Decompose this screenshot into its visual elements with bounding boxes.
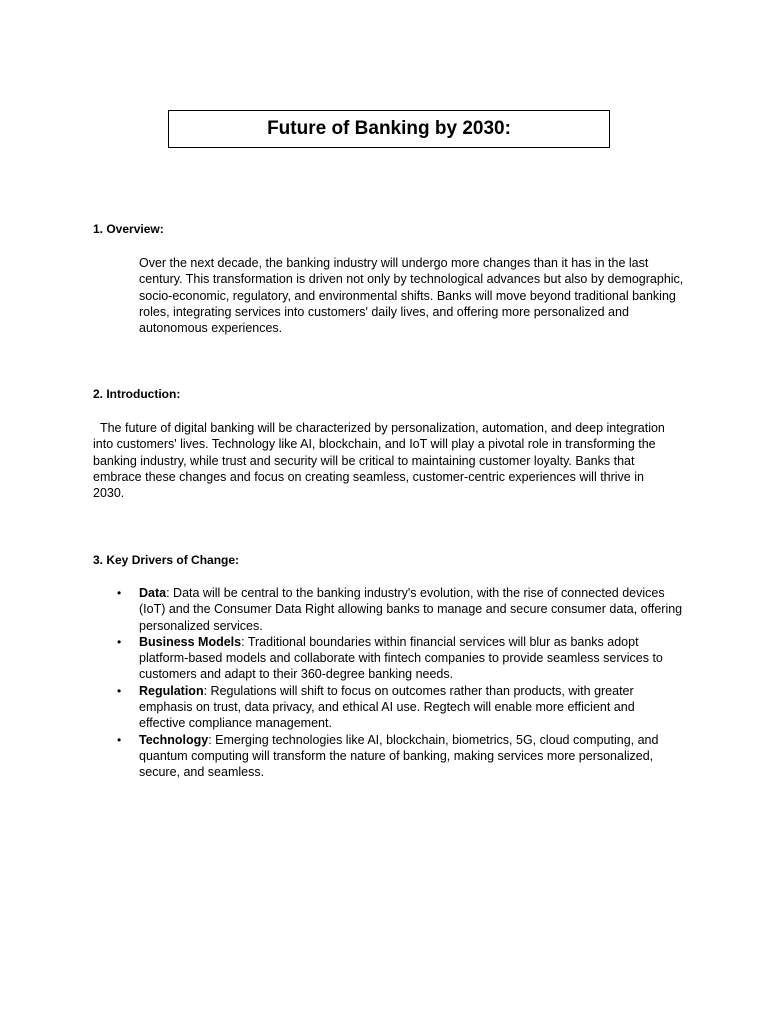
list-item — [117, 683, 684, 732]
list-item-text: : Data will be central to the banking industry's evolution, with the rise of connected devices (IoT) and the Consumer Data Right allowing banks to manage and secure consumer data, offering personalized services. — [139, 586, 683, 633]
bullet-icon: • — [117, 586, 122, 600]
drivers-heading: 3. Key Drivers of Change: — [93, 553, 240, 567]
overview-paragraph: Over the next decade, the banking industry will undergo more changes than it has in the last century. This transformation is driven not only by technological advances but also by demographic, socio-economic, regulatory, and environmental shifts. Banks will move beyond traditional banking roles, integrating services into customers' daily lives, and offering more personalized and autonomous experiences. — [139, 256, 684, 336]
list-item-text: : Regulations will shift to focus on outcomes rather than products, with greater emphasis on trust, data privacy, and ethical AI use. Regtech will enable more efficient and effective compliance management. — [139, 683, 635, 731]
title-box — [168, 110, 610, 148]
list-item-term: Business Models — [139, 634, 242, 649]
list-item-term: Technology — [139, 732, 209, 747]
list-item-term: Data — [139, 586, 167, 600]
overview-heading: 1. Overview: — [93, 222, 164, 236]
drivers-list — [117, 585, 684, 781]
list-item-text: : Emerging technologies like AI, blockchain, biometrics, 5G, cloud computing, and quantum computing will transform the nature of banking, making services more personalized, secure, and seamless. — [139, 732, 659, 780]
list-item-text: : Traditional boundaries within financial services will blur as banks adopt platform-based models and collaborate with fintech companies to provide seamless services to customers and adapt to their 360-degree banking needs. — [139, 634, 663, 682]
bullet-icon: • — [117, 634, 122, 649]
introduction-heading: 2. Introduction: — [93, 387, 181, 401]
document-title: Future of Banking by 2030: — [267, 118, 511, 139]
introduction-paragraph: The future of digital banking will be characterized by personalization, automation, and deep integration into customers' lives. Technology like AI, blockchain, and IoT will play a pivotal role in transforming the banking industry, while trust and security will be critical to maintaining customer loyalty. Banks that embrace these changes and focus on creating seamless, customer-centric experiences will thrive in 2030. — [93, 421, 669, 501]
list-item — [117, 634, 684, 683]
bullet-icon: • — [117, 683, 122, 698]
list-item — [117, 732, 684, 781]
list-item — [117, 585, 684, 634]
bullet-icon: • — [117, 732, 122, 747]
list-item-term: Regulation — [139, 683, 204, 698]
